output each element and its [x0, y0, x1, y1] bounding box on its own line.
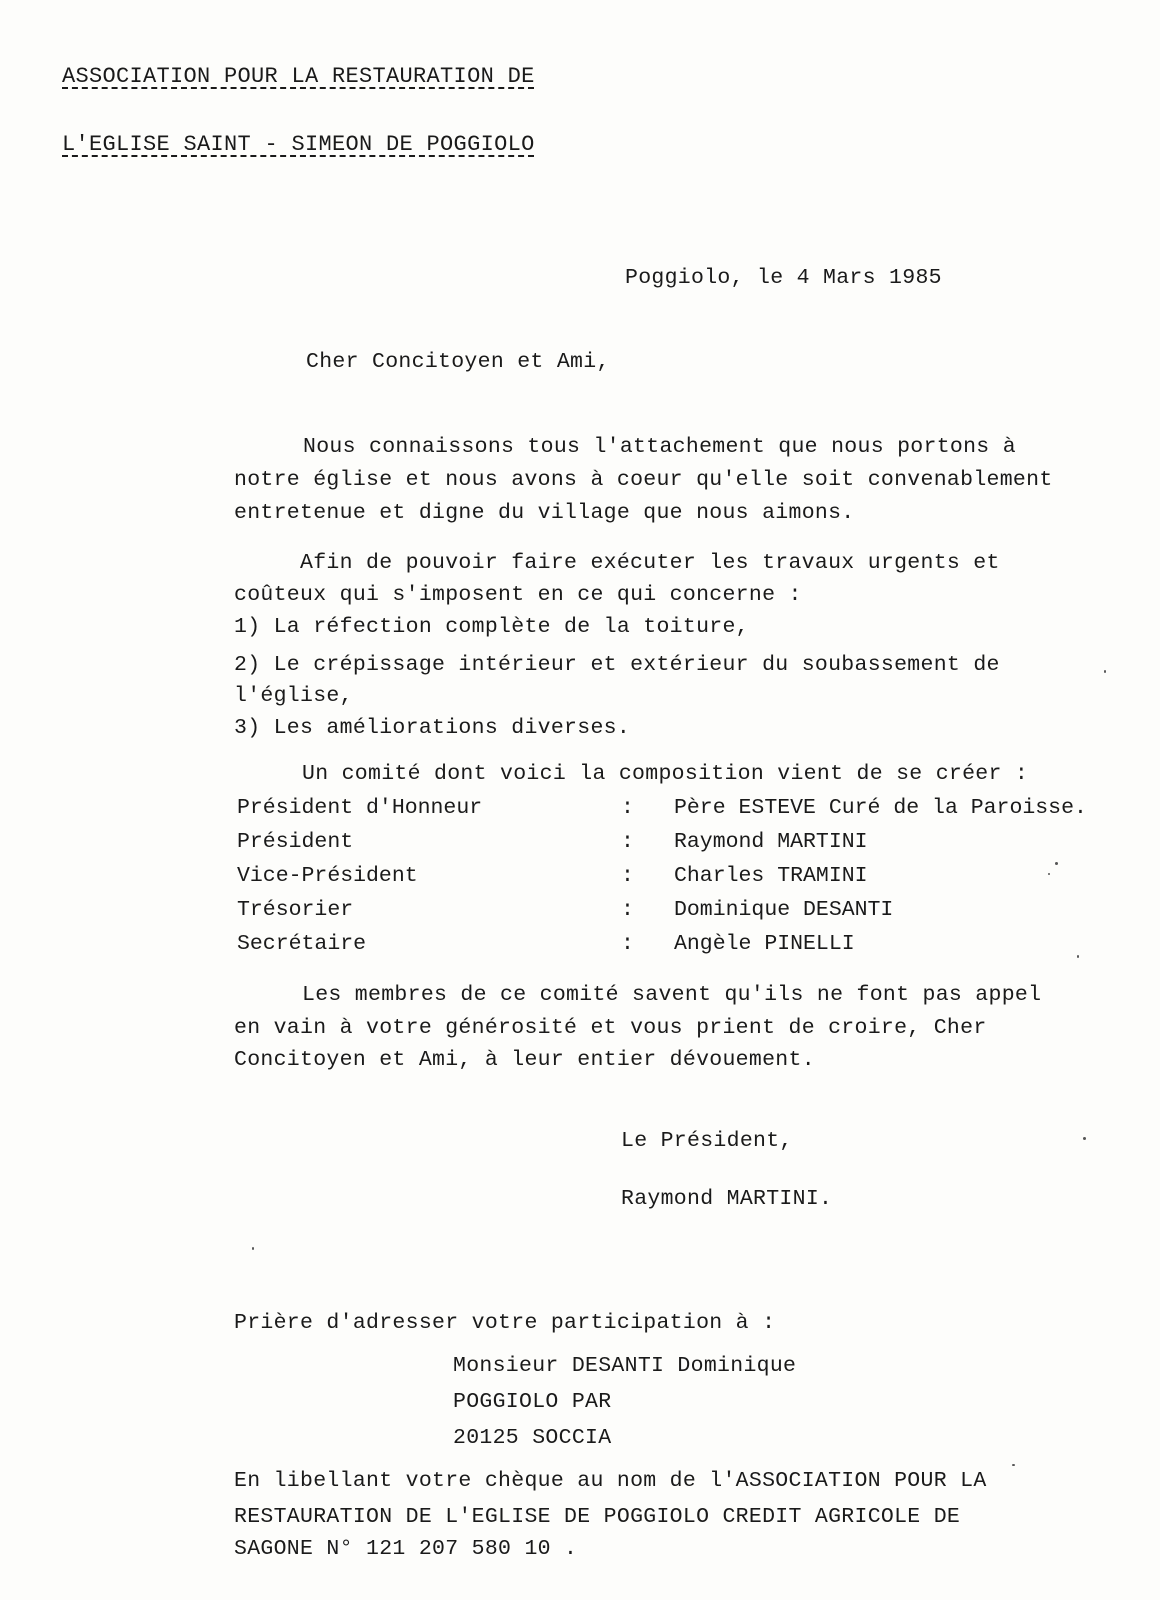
- comite-name: Dominique DESANTI: [674, 898, 894, 922]
- paragraph-line: Les membres de ce comité savent qu'ils ne font pas appel: [302, 983, 1042, 1007]
- address-line: Monsieur DESANTI Dominique: [453, 1354, 797, 1378]
- letter-date: Poggiolo, le 4 Mars 1985: [625, 266, 942, 290]
- paper-speck: [1048, 873, 1050, 875]
- comite-row: [237, 932, 1137, 956]
- comite-row: [237, 830, 1137, 854]
- paragraph-line: en vain à votre générosité et vous prient de croire, Cher: [234, 1016, 987, 1040]
- address-intro: Prière d'adresser votre participation à :: [234, 1311, 776, 1335]
- comite-role: Secrétaire: [237, 932, 367, 956]
- comite-name: Charles TRAMINI: [674, 864, 868, 888]
- list-item-1: 1) La réfection complète de la toiture,: [234, 615, 749, 639]
- comite-role: Président d'Honneur: [237, 796, 483, 820]
- address-line: 20125 SOCCIA: [453, 1426, 612, 1450]
- comite-colon: :: [621, 830, 634, 854]
- signature-title: Le Président,: [621, 1129, 793, 1153]
- comite-colon: :: [621, 864, 634, 888]
- comite-colon: :: [621, 796, 634, 820]
- comite-row: [237, 796, 1137, 820]
- paper-speck: [1055, 862, 1058, 865]
- paper-speck: [252, 1247, 254, 1250]
- paragraph-line: notre église et nous avons à coeur qu'elle soit convenablement: [234, 468, 1053, 492]
- comite-name: Raymond MARTINI: [674, 830, 868, 854]
- comite-colon: :: [621, 932, 634, 956]
- signature-name: Raymond MARTINI.: [621, 1187, 833, 1211]
- header-line-1: ASSOCIATION POUR LA RESTAURATION DE: [62, 64, 535, 89]
- address-line: POGGIOLO PAR: [453, 1390, 612, 1414]
- cheque-line: SAGONE N° 121 207 580 10 .: [234, 1537, 578, 1561]
- comite-colon: :: [621, 898, 634, 922]
- paper-speck: [1012, 1464, 1015, 1466]
- comite-role: Président: [237, 830, 354, 854]
- cheque-line: RESTAURATION DE L'EGLISE DE POGGIOLO CREDIT AGRICOLE DE: [234, 1505, 961, 1529]
- paragraph-line: Concitoyen et Ami, à leur entier dévouement.: [234, 1048, 815, 1072]
- list-item-2: 2) Le crépissage intérieur et extérieur du soubassement de: [234, 653, 1000, 677]
- paragraph-line: coûteux qui s'imposent en ce qui concerne :: [234, 583, 802, 607]
- comite-name: Père ESTEVE Curé de la Paroisse.: [674, 796, 1087, 820]
- list-item-2-continued: l'église,: [234, 684, 353, 708]
- comite-name: Angèle PINELLI: [674, 932, 855, 956]
- comite-intro: Un comité dont voici la composition vient de se créer :: [302, 762, 1029, 786]
- comite-row: [237, 864, 1137, 888]
- paper-speck: [1083, 1137, 1086, 1140]
- comite-row: [237, 898, 1137, 922]
- paper-speck: [1077, 955, 1079, 958]
- paragraph-line: Nous connaissons tous l'attachement que nous portons à: [303, 435, 1016, 459]
- header-line-2: L'EGLISE SAINT - SIMEON DE POGGIOLO: [62, 132, 535, 157]
- paragraph-line: Afin de pouvoir faire exécuter les travaux urgents et: [300, 551, 1000, 575]
- paragraph-line: entretenue et digne du village que nous aimons.: [234, 501, 855, 525]
- cheque-line: En libellant votre chèque au nom de l'ASSOCIATION POUR LA: [234, 1469, 987, 1493]
- paper-speck: [1104, 670, 1106, 673]
- comite-role: Trésorier: [237, 898, 354, 922]
- salutation: Cher Concitoyen et Ami,: [306, 350, 610, 374]
- comite-role: Vice-Président: [237, 864, 418, 888]
- list-item-3: 3) Les améliorations diverses.: [234, 716, 631, 740]
